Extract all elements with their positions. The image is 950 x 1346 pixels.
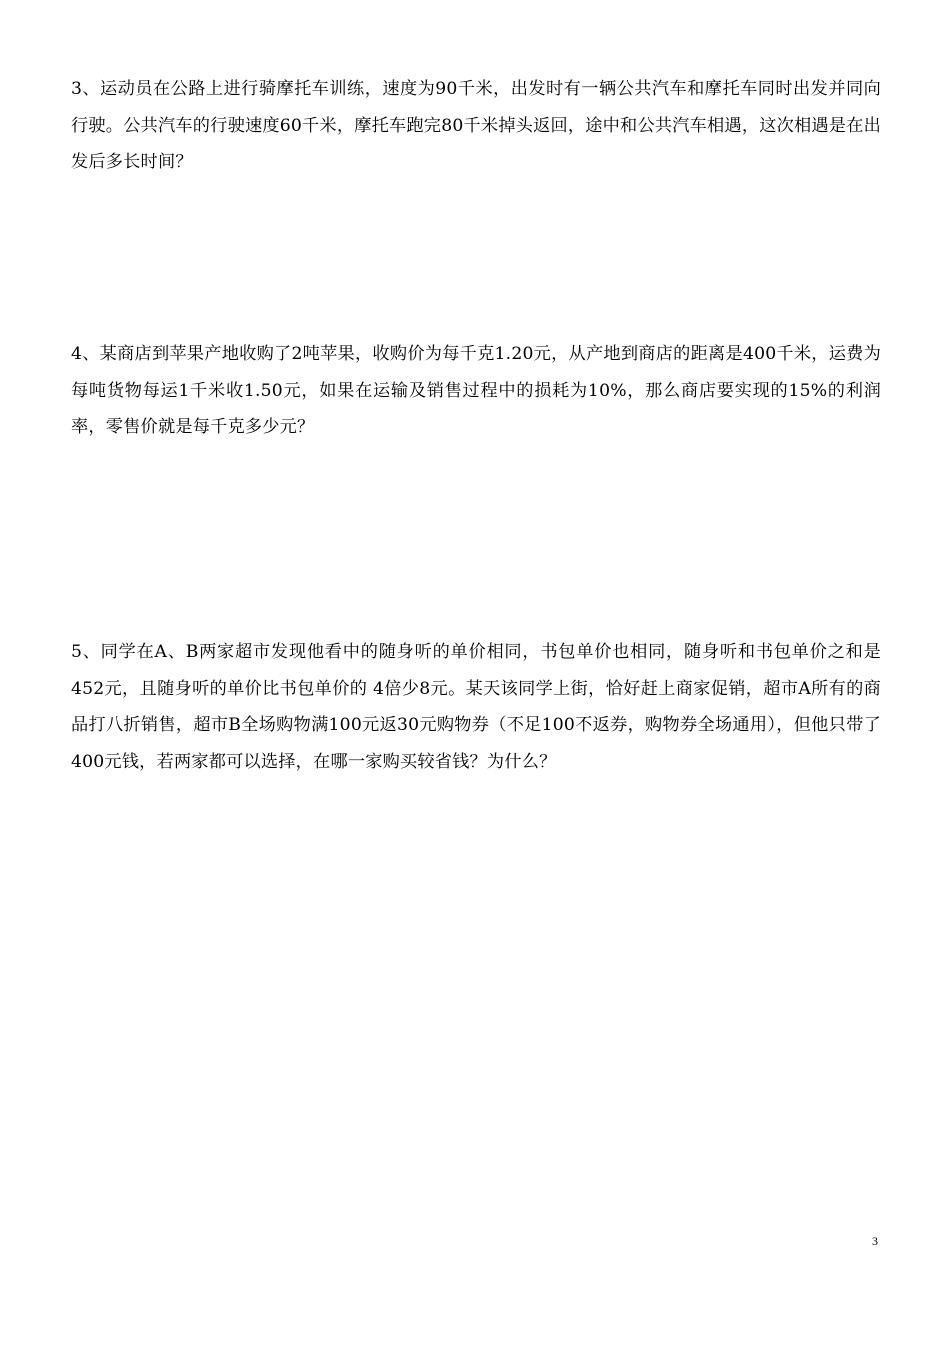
problem-3: 3、运动员在公路上进行骑摩托车训练，速度为90千米，出发时有一辆公共汽车和摩托车同时出发并同向行驶。公共汽车的行驶速度60千米，摩托车跑完80千米掉头返回，途中和公共汽车相遇，这次相遇是在出发后多长时间？ — [71, 79, 881, 172]
page-number: 3 — [872, 1234, 878, 1248]
problem-5: 5、同学在A、B两家超市发现他看中的随身听的单价相同，书包单价也相同，随身听和书包单价之和是452元，且随身听的单价比书包单价的 4倍少8元。某天该同学上街，恰好赶上商家促销，超市A所有的商品打八折销售，超市B全场购物满100元返30元购物券（不足100不返券，购物券全场通用），但他只带了400元钱，若两家都可以选择，在哪一家购买较省钱？为什么？ — [71, 642, 881, 772]
problem-4: 4、某商店到苹果产地收购了2吨苹果，收购价为每千克1.20元，从产地到商店的距离是400千米，运费为每吨货物每运1千米收1.50元，如果在运输及销售过程中的损耗为10%，那么商店要实现的15%的利润率，零售价就是每千克多少元？ — [71, 344, 881, 437]
